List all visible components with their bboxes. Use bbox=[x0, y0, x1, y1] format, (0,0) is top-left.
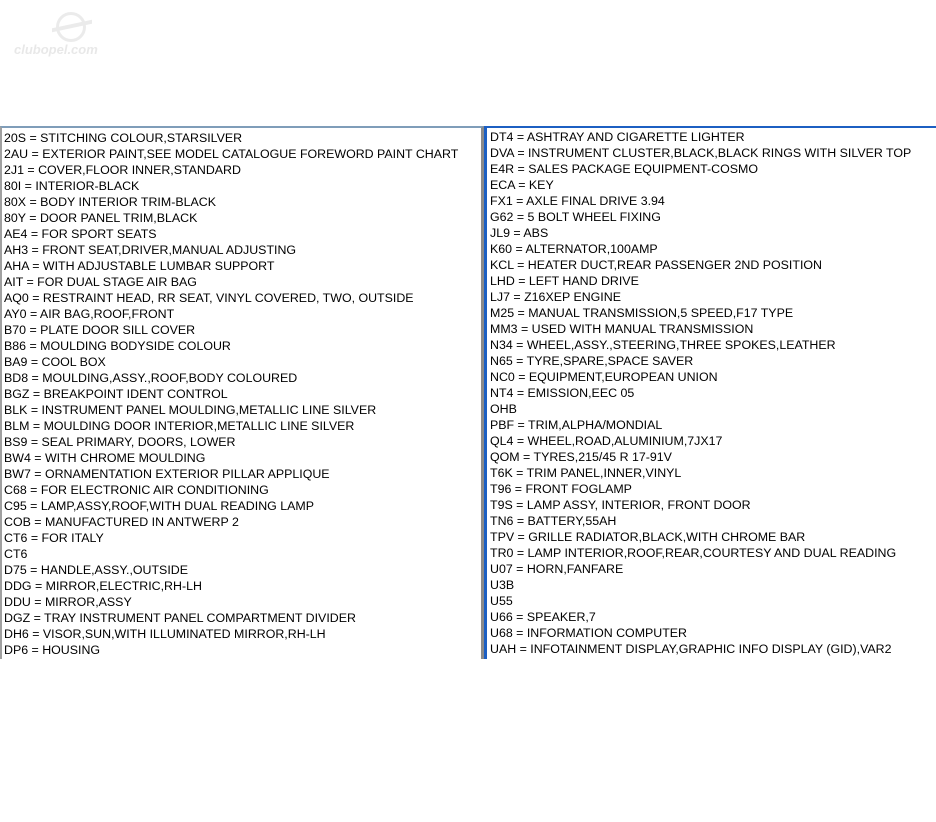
list-item[interactable]: DVA = INSTRUMENT CLUSTER,BLACK,BLACK RINGS WITH SILVER TOP bbox=[490, 146, 912, 160]
list-item[interactable]: DGZ = TRAY INSTRUMENT PANEL COMPARTMENT DIVIDER bbox=[4, 611, 356, 625]
list-item[interactable]: QL4 = WHEEL,ROAD,ALUMINIUM,7JX17 bbox=[490, 434, 723, 448]
list-item[interactable]: T9S = LAMP ASSY, INTERIOR, FRONT DOOR bbox=[490, 498, 751, 512]
list-item[interactable]: BW4 = WITH CHROME MOULDING bbox=[4, 451, 206, 465]
list-item[interactable]: B86 = MOULDING BODYSIDE COLOUR bbox=[4, 339, 231, 353]
list-item[interactable]: ECA = KEY bbox=[490, 178, 554, 192]
list-item[interactable]: MM3 = USED WITH MANUAL TRANSMISSION bbox=[490, 322, 754, 336]
list-item[interactable]: N34 = WHEEL,ASSY.,STEERING,THREE SPOKES,LEATHER bbox=[490, 338, 836, 352]
left-option-list-panel[interactable] bbox=[0, 126, 484, 659]
list-item[interactable]: BW7 = ORNAMENTATION EXTERIOR PILLAR APPLIQUE bbox=[4, 467, 330, 481]
list-item[interactable]: U07 = HORN,FANFARE bbox=[490, 562, 624, 576]
list-item[interactable]: NC0 = EQUIPMENT,EUROPEAN UNION bbox=[490, 370, 718, 384]
list-item[interactable]: BLM = MOULDING DOOR INTERIOR,METALLIC LINE SILVER bbox=[4, 419, 355, 433]
list-item[interactable]: UAH = INFOTAINMENT DISPLAY,GRAPHIC INFO DISPLAY (GID),VAR2 bbox=[490, 642, 892, 656]
list-item[interactable]: PBF = TRIM,ALPHA/MONDIAL bbox=[490, 418, 663, 432]
list-item[interactable]: 80Y = DOOR PANEL TRIM,BLACK bbox=[4, 211, 198, 225]
list-item[interactable]: JL9 = ABS bbox=[490, 226, 549, 240]
right-option-list-panel[interactable] bbox=[484, 126, 936, 659]
list-item[interactable]: M25 = MANUAL TRANSMISSION,5 SPEED,F17 TYPE bbox=[490, 306, 794, 320]
list-item[interactable]: TPV = GRILLE RADIATOR,BLACK,WITH CHROME BAR bbox=[490, 530, 806, 544]
list-item[interactable]: LJ7 = Z16XEP ENGINE bbox=[490, 290, 621, 304]
list-item[interactable]: N65 = TYRE,SPARE,SPACE SAVER bbox=[490, 354, 694, 368]
list-item[interactable]: B70 = PLATE DOOR SILL COVER bbox=[4, 323, 196, 337]
list-item[interactable]: 80X = BODY INTERIOR TRIM-BLACK bbox=[4, 195, 216, 209]
list-item[interactable]: G62 = 5 BOLT WHEEL FIXING bbox=[490, 210, 661, 224]
list-item[interactable]: DP6 = HOUSING bbox=[4, 643, 101, 657]
list-item[interactable]: 2J1 = COVER,FLOOR INNER,STANDARD bbox=[4, 163, 241, 177]
list-item[interactable]: AIT = FOR DUAL STAGE AIR BAG bbox=[4, 275, 197, 289]
list-item[interactable]: TR0 = LAMP INTERIOR,ROOF,REAR,COURTESY AND DUAL READING bbox=[490, 546, 897, 560]
list-item[interactable]: DH6 = VISOR,SUN,WITH ILLUMINATED MIRROR,RH-LH bbox=[4, 627, 326, 641]
right-option-list bbox=[487, 128, 936, 657]
list-item[interactable]: D75 = HANDLE,ASSY.,OUTSIDE bbox=[4, 563, 188, 577]
list-item[interactable]: CT6 = FOR ITALY bbox=[4, 531, 104, 545]
list-item[interactable]: DT4 = ASHTRAY AND CIGARETTE LIGHTER bbox=[490, 130, 745, 144]
list-item[interactable]: LHD = LEFT HAND DRIVE bbox=[490, 274, 639, 288]
watermark-text: clubopel.com bbox=[14, 42, 98, 57]
list-item[interactable]: K60 = ALTERNATOR,100AMP bbox=[490, 242, 658, 256]
list-item[interactable]: 2AU = EXTERIOR PAINT,SEE MODEL CATALOGUE FOREWORD PAINT CHART bbox=[4, 147, 459, 161]
list-item[interactable]: BGZ = BREAKPOINT IDENT CONTROL bbox=[4, 387, 228, 401]
list-item[interactable]: AHA = WITH ADJUSTABLE LUMBAR SUPPORT bbox=[4, 259, 275, 273]
list-item[interactable]: C68 = FOR ELECTRONIC AIR CONDITIONING bbox=[4, 483, 269, 497]
list-item[interactable]: T6K = TRIM PANEL,INNER,VINYL bbox=[490, 466, 682, 480]
list-item[interactable]: OHB bbox=[490, 402, 517, 416]
list-item[interactable]: BD8 = MOULDING,ASSY.,ROOF,BODY COLOURED bbox=[4, 371, 298, 385]
list-item[interactable]: U55 bbox=[490, 594, 513, 608]
list-item[interactable]: CT6 bbox=[4, 547, 28, 561]
list-item[interactable]: 20S = STITCHING COLOUR,STARSILVER bbox=[4, 131, 243, 145]
list-item[interactable]: U68 = INFORMATION COMPUTER bbox=[490, 626, 688, 640]
list-item[interactable]: AH3 = FRONT SEAT,DRIVER,MANUAL ADJUSTING bbox=[4, 243, 297, 257]
list-item[interactable]: BLK = INSTRUMENT PANEL MOULDING,METALLIC LINE SILVER bbox=[4, 403, 377, 417]
list-item[interactable]: COB = MANUFACTURED IN ANTWERP 2 bbox=[4, 515, 239, 529]
list-item[interactable]: DDU = MIRROR,ASSY bbox=[4, 595, 132, 609]
list-item[interactable]: KCL = HEATER DUCT,REAR PASSENGER 2ND POSITION bbox=[490, 258, 822, 272]
list-item[interactable]: BA9 = COOL BOX bbox=[4, 355, 106, 369]
watermark-logo bbox=[14, 10, 124, 58]
left-option-list bbox=[2, 128, 481, 658]
list-item[interactable]: E4R = SALES PACKAGE EQUIPMENT-COSMO bbox=[490, 162, 758, 176]
list-item[interactable]: FX1 = AXLE FINAL DRIVE 3.94 bbox=[490, 194, 665, 208]
list-item[interactable]: AY0 = AIR BAG,ROOF,FRONT bbox=[4, 307, 175, 321]
list-item[interactable]: 80I = INTERIOR-BLACK bbox=[4, 179, 140, 193]
list-item[interactable]: T96 = FRONT FOGLAMP bbox=[490, 482, 632, 496]
list-item[interactable]: AE4 = FOR SPORT SEATS bbox=[4, 227, 157, 241]
list-item[interactable]: DDG = MIRROR,ELECTRIC,RH-LH bbox=[4, 579, 202, 593]
list-item[interactable]: U66 = SPEAKER,7 bbox=[490, 610, 596, 624]
list-item[interactable]: U3B bbox=[490, 578, 515, 592]
list-item[interactable]: TN6 = BATTERY,55AH bbox=[490, 514, 617, 528]
list-item[interactable]: C95 = LAMP,ASSY,ROOF,WITH DUAL READING LAMP bbox=[4, 499, 314, 513]
list-item[interactable]: BS9 = SEAL PRIMARY, DOORS, LOWER bbox=[4, 435, 236, 449]
list-item[interactable]: QOM = TYRES,215/45 R 17-91V bbox=[490, 450, 672, 464]
list-item[interactable]: AQ0 = RESTRAINT HEAD, RR SEAT, VINYL COVERED, TWO, OUTSIDE bbox=[4, 291, 414, 305]
list-item[interactable]: NT4 = EMISSION,EEC 05 bbox=[490, 386, 635, 400]
